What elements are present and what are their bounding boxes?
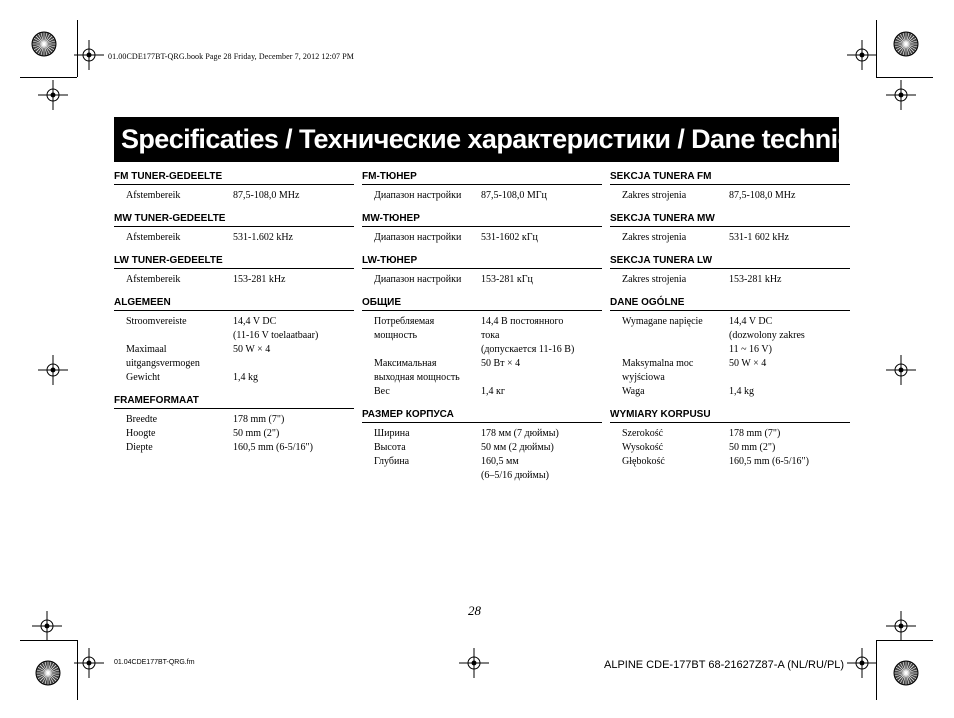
section-heading: MW TUNER-GEDEELTE	[114, 212, 354, 227]
spec-label: Wysokość	[622, 442, 664, 453]
crosshair-mark-icon	[847, 648, 877, 678]
spec-section	[610, 296, 850, 399]
spec-row	[610, 455, 850, 469]
spec-row	[362, 343, 602, 357]
spec-label: Zakres strojenia	[622, 274, 687, 285]
spec-row	[114, 189, 354, 203]
trim-line	[876, 640, 877, 700]
spec-row	[362, 427, 602, 441]
section-heading: FM TUNER-GEDEELTE	[114, 170, 354, 185]
spec-row	[610, 231, 850, 245]
crosshair-mark-icon	[886, 80, 916, 110]
spec-section	[610, 408, 850, 469]
spec-row	[610, 329, 850, 343]
spec-row	[610, 343, 850, 357]
spec-label: Диапазон настройки	[374, 190, 462, 201]
spec-value: 1,4 kg	[729, 386, 754, 397]
spec-column-dutch	[114, 170, 354, 455]
model-info: ALPINE CDE-177BT 68-21627Z87-A (NL/RU/PL)	[604, 659, 845, 671]
spec-row	[610, 385, 850, 399]
spec-label: Максимальная	[374, 358, 437, 369]
spec-value: 531-1 602 kHz	[729, 232, 789, 243]
spec-label: Afstembereik	[126, 232, 181, 243]
spec-value: 11 ~ 16 V)	[729, 344, 772, 355]
spec-section	[362, 408, 602, 483]
spec-row	[362, 455, 602, 469]
spec-value: 87,5-108,0 MHz	[233, 190, 300, 201]
spec-section	[610, 254, 850, 287]
crosshair-mark-icon	[32, 611, 62, 641]
spec-row	[610, 189, 850, 203]
spec-label	[362, 469, 481, 483]
spec-row	[114, 371, 354, 385]
spec-row	[610, 357, 850, 371]
trim-line	[876, 20, 877, 77]
spec-label: Głębokość	[622, 456, 665, 467]
spec-row	[114, 231, 354, 245]
crosshair-mark-icon	[74, 648, 104, 678]
spec-row	[362, 273, 602, 287]
spec-row	[610, 427, 850, 441]
spec-row	[114, 273, 354, 287]
spec-value: 50 mm (2")	[729, 442, 776, 453]
spec-label	[114, 329, 233, 343]
spec-label: мощность	[374, 330, 417, 341]
spec-column-russian	[362, 170, 602, 483]
spec-label: Szerokość	[622, 428, 664, 439]
spec-label: Diepte	[126, 442, 153, 453]
fm-file-name: 01.04CDE177BT-QRG.fm	[114, 659, 195, 666]
spec-label: wyjściowa	[622, 372, 665, 383]
spec-value: 178 mm (7")	[729, 428, 781, 439]
page-number: 28	[468, 603, 481, 618]
spec-label: Gewicht	[126, 372, 160, 383]
spec-label: Wymagane napięcie	[622, 316, 703, 327]
spec-label: Maksymalna moc	[622, 358, 694, 369]
spec-row	[362, 189, 602, 203]
spec-value	[481, 371, 602, 385]
spec-label: Ширина	[374, 428, 410, 439]
spec-value: 87,5-108,0 МГц	[481, 190, 547, 201]
crosshair-mark-icon	[886, 611, 916, 641]
spec-row	[362, 315, 602, 329]
spec-label	[610, 329, 729, 343]
spec-section	[114, 212, 354, 245]
section-heading: РАЗМЕР КОРПУСА	[362, 408, 602, 423]
crosshair-mark-icon	[74, 40, 104, 70]
spec-value: 531-1.602 kHz	[233, 232, 293, 243]
trim-line	[77, 20, 78, 77]
starburst-mark-icon	[35, 660, 61, 686]
spec-value: 50 mm (2")	[233, 428, 280, 439]
spec-row	[114, 357, 354, 371]
spec-label: Zakres strojenia	[622, 190, 687, 201]
spec-section	[610, 170, 850, 203]
spec-row	[114, 329, 354, 343]
spec-row	[610, 371, 850, 385]
spec-label: Waga	[622, 386, 645, 397]
spec-value: 50 W × 4	[233, 344, 271, 355]
spec-value: 153-281 kHz	[233, 274, 286, 285]
spec-row	[114, 413, 354, 427]
spec-value	[233, 357, 354, 371]
spec-label	[610, 343, 729, 357]
spec-value: 50 W × 4	[729, 358, 767, 369]
spec-value: 160,5 mm (6-5/16")	[233, 442, 313, 453]
spec-label: выходная мощность	[374, 372, 460, 383]
spec-value: 160,5 мм	[481, 456, 519, 467]
spec-row	[114, 441, 354, 455]
spec-value: (допускается 11-16 В)	[481, 344, 575, 355]
spec-section	[362, 296, 602, 399]
trim-line	[77, 640, 78, 700]
spec-section	[362, 212, 602, 245]
section-heading: FRAMEFORMAAT	[114, 394, 354, 409]
spec-value: 14,4 V DC	[233, 316, 277, 327]
spec-row	[362, 371, 602, 385]
spec-row	[362, 385, 602, 399]
section-heading: ALGEMEEN	[114, 296, 354, 311]
spec-value: 50 мм (2 дюймы)	[481, 442, 554, 453]
section-heading: DANE OGÓLNE	[610, 296, 850, 311]
spec-section	[114, 170, 354, 203]
crosshair-mark-icon	[38, 355, 68, 385]
starburst-mark-icon	[31, 31, 57, 57]
spec-label: Breedte	[126, 414, 158, 425]
spec-section	[610, 212, 850, 245]
starburst-mark-icon	[893, 660, 919, 686]
spec-row	[610, 273, 850, 287]
spec-value: 1,4 kg	[233, 372, 258, 383]
section-heading: LW-ТЮНЕР	[362, 254, 602, 269]
crosshair-mark-icon	[459, 648, 489, 678]
section-heading: LW TUNER-GEDEELTE	[114, 254, 354, 269]
spec-label	[362, 343, 481, 357]
spec-value: 178 mm (7")	[233, 414, 285, 425]
spec-label: Stroomvereiste	[126, 316, 187, 327]
spec-row	[362, 469, 602, 483]
section-heading: WYMIARY KORPUSU	[610, 408, 850, 423]
spec-value: 14,4 V DC	[729, 316, 773, 327]
crosshair-mark-icon	[847, 40, 877, 70]
section-heading: ОБЩИЕ	[362, 296, 602, 311]
spec-section	[114, 296, 354, 385]
spec-value	[729, 371, 850, 385]
spec-value: 153-281 kHz	[729, 274, 782, 285]
spec-label: Zakres strojenia	[622, 232, 687, 243]
crosshair-mark-icon	[38, 80, 68, 110]
section-heading: SEKCJA TUNERA LW	[610, 254, 850, 269]
section-heading: MW-ТЮНЕР	[362, 212, 602, 227]
spec-row	[362, 357, 602, 371]
spec-label: Вес	[374, 386, 390, 397]
spec-value: 87,5-108,0 MHz	[729, 190, 796, 201]
spec-row	[114, 427, 354, 441]
spec-column-polish	[610, 170, 850, 469]
spec-section	[114, 254, 354, 287]
spec-label: Диапазон настройки	[374, 274, 462, 285]
spec-section	[362, 170, 602, 203]
spec-row	[114, 343, 354, 357]
spec-row	[610, 441, 850, 455]
book-info-line: 01.00CDE177BT-QRG.book Page 28 Friday, December 7, 2012 12:07 PM	[108, 52, 355, 61]
spec-label: Потребляемая	[374, 316, 435, 327]
spec-value: 160,5 mm (6-5/16")	[729, 456, 809, 467]
trim-line	[20, 77, 77, 78]
crosshair-mark-icon	[886, 355, 916, 385]
spec-value: 14,4 В постоянного	[481, 316, 564, 327]
spec-value: тока	[481, 330, 500, 341]
trim-line	[20, 640, 77, 641]
spec-row	[362, 231, 602, 245]
spec-value: (11-16 V toelaatbaar)	[233, 330, 319, 341]
spec-label: Глубина	[374, 456, 410, 467]
trim-line	[876, 77, 933, 78]
spec-row	[114, 315, 354, 329]
spec-value: 178 мм (7 дюймы)	[481, 428, 559, 439]
starburst-mark-icon	[893, 31, 919, 57]
spec-row	[610, 315, 850, 329]
spec-label: Диапазон настройки	[374, 232, 462, 243]
spec-section	[362, 254, 602, 287]
spec-label: Afstembereik	[126, 274, 181, 285]
spec-value: (6–5/16 дюймы)	[481, 470, 549, 481]
spec-value: 1,4 кг	[481, 386, 505, 397]
spec-value: 531-1602 кГц	[481, 232, 538, 243]
page-title: Specificaties / Технические характеристики / Dane techniczne	[114, 117, 839, 162]
spec-label: Maximaal	[126, 344, 167, 355]
spec-label: Высота	[374, 442, 406, 453]
section-heading: SEKCJA TUNERA MW	[610, 212, 850, 227]
spec-value: (dozwolony zakres	[729, 330, 805, 341]
section-heading: FM-ТЮНЕР	[362, 170, 602, 185]
spec-label: uitgangsvermogen	[126, 358, 200, 369]
trim-line	[876, 640, 933, 641]
spec-row	[362, 441, 602, 455]
spec-row	[362, 329, 602, 343]
spec-label: Afstembereik	[126, 190, 181, 201]
spec-value: 153-281 кГц	[481, 274, 533, 285]
section-heading: SEKCJA TUNERA FM	[610, 170, 850, 185]
spec-label: Hoogte	[126, 428, 156, 439]
spec-section	[114, 394, 354, 455]
spec-value: 50 Вт × 4	[481, 358, 521, 369]
